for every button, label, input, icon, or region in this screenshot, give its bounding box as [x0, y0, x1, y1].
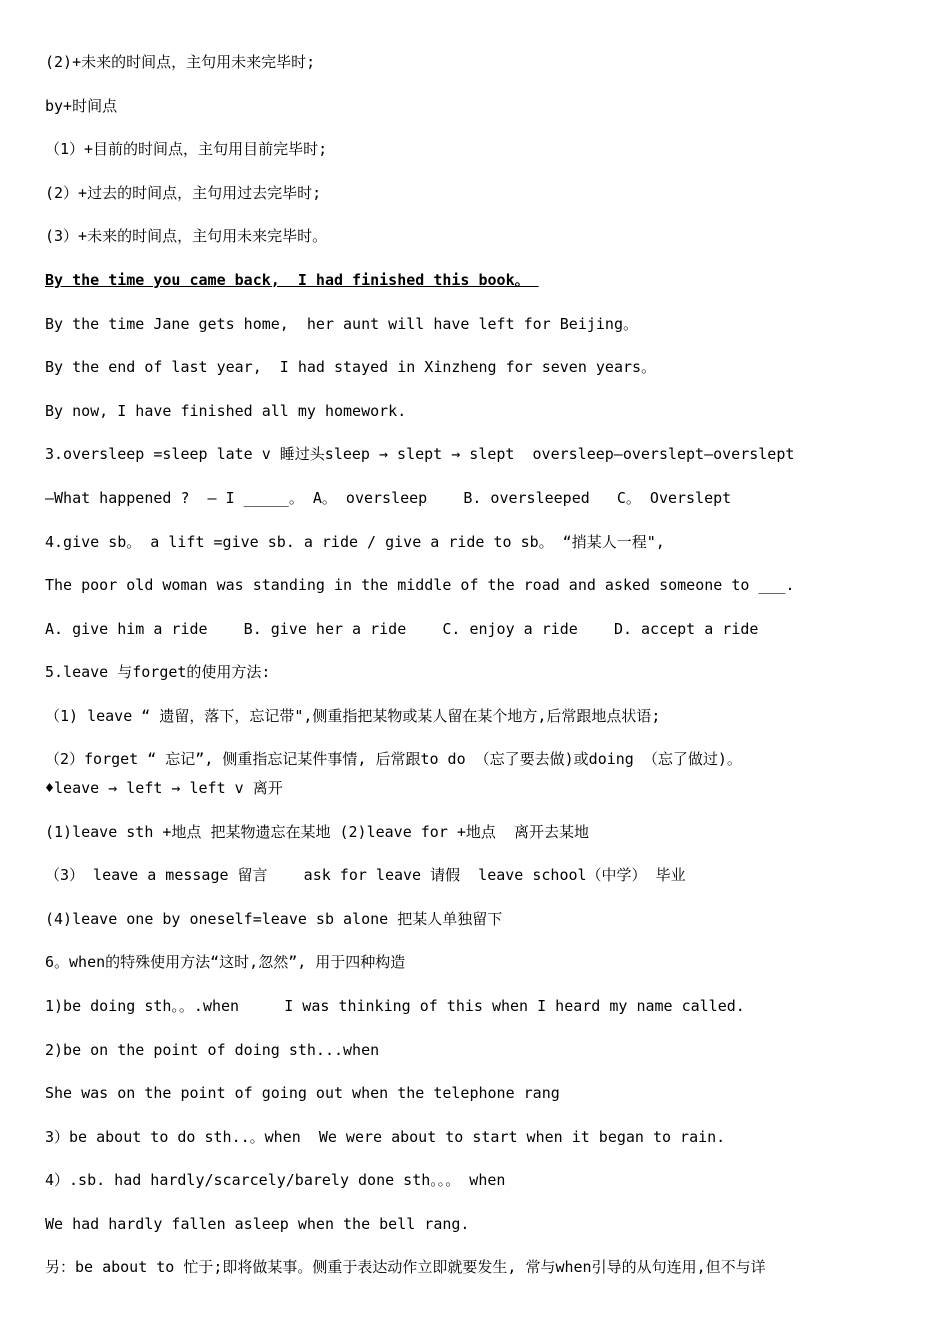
text-line-7: By the time Jane gets home, her aunt will have left for Beijing。 — [45, 315, 638, 333]
text-line-8: By the end of last year, I had stayed in Xinzheng for seven years。 — [45, 358, 657, 376]
text-line-24: 2)be on the point of doing sth...when — [45, 1041, 380, 1059]
text-line-23: 1)be doing sth。。.when I was thinking of this when I heard my name called. — [45, 997, 745, 1015]
text-line-11: –What happened ? — I _____。 A。 oversleep B. oversleeped C。 Overslept — [45, 489, 732, 507]
text-line-22: 6。when的特殊使用方法“这时,忽然”, 用于四种构造 — [45, 953, 406, 971]
text-line-17: （2）forget “ 忘记”, 侧重指忘记某件事情, 后常跟to do （忘了要去做)或doing （忘了做过)。 — [45, 750, 742, 768]
text-line-27: 4）.sb. had hardly/scarcely/barely done sth。。。 when — [45, 1171, 506, 1189]
text-line-28: We had hardly fallen asleep when the bell rang. — [45, 1215, 470, 1233]
text-line-21: (4)leave one by oneself=leave sb alone 把某人单独留下 — [45, 910, 503, 928]
text-line-10: 3.oversleep =sleep late v 睡过头sleep → slept → slept oversleep—overslept—overslept — [45, 445, 795, 463]
text-line-14: A. give him a ride B. give her a ride C. enjoy a ride D. accept a ride — [45, 620, 759, 638]
text-line-13: The poor old woman was standing in the middle of the road and asked someone to ___. — [45, 576, 795, 594]
text-line-4: (2）+过去的时间点，主句用过去完毕时; — [45, 184, 322, 202]
text-line-12: 4.give sb。 a lift =give sb. a ride / give a ride to sb。 “捎某人一程", — [45, 533, 665, 551]
text-line-16: （1) leave “ 遗留，落下，忘记带",侧重指把某物或某人留在某个地方,后常跟地点状语; — [45, 707, 661, 725]
text-line-2: by+时间点 — [45, 97, 118, 115]
text-line-1: (2)+未来的时间点，主句用未来完毕时; — [45, 53, 316, 71]
text-line-18: ♦leave → left → left v 离开 — [45, 779, 283, 797]
text-line-25: She was on the point of going out when the telephone rang — [45, 1084, 560, 1102]
text-line-29: 另：be about to 忙于;即将做某事。侧重于表达动作立即就要发生, 常与when引导的从句连用,但不与详 — [45, 1258, 766, 1276]
text-line-20: （3） leave a message 留言 ask for leave 请假 leave school（中学） 毕业 — [45, 866, 686, 884]
text-line-15: 5.leave 与forget的使用方法: — [45, 663, 271, 681]
text-line-26: 3）be about to do sth..。when We were about to start when it began to rain. — [45, 1128, 726, 1146]
text-line-19: (1)leave sth +地点 把某物遗忘在某地 (2)leave for +地点 离开去某地 — [45, 823, 589, 841]
text-line-3: （1）+目前的时间点，主句用目前完毕时; — [45, 140, 328, 158]
text-line-9: By now, I have finished all my homework. — [45, 402, 407, 420]
example-heading: By the time you came back, I had finished this book。 — [45, 271, 539, 289]
text-line-5: (3）+未来的时间点，主句用未来完毕时。 — [45, 227, 328, 245]
